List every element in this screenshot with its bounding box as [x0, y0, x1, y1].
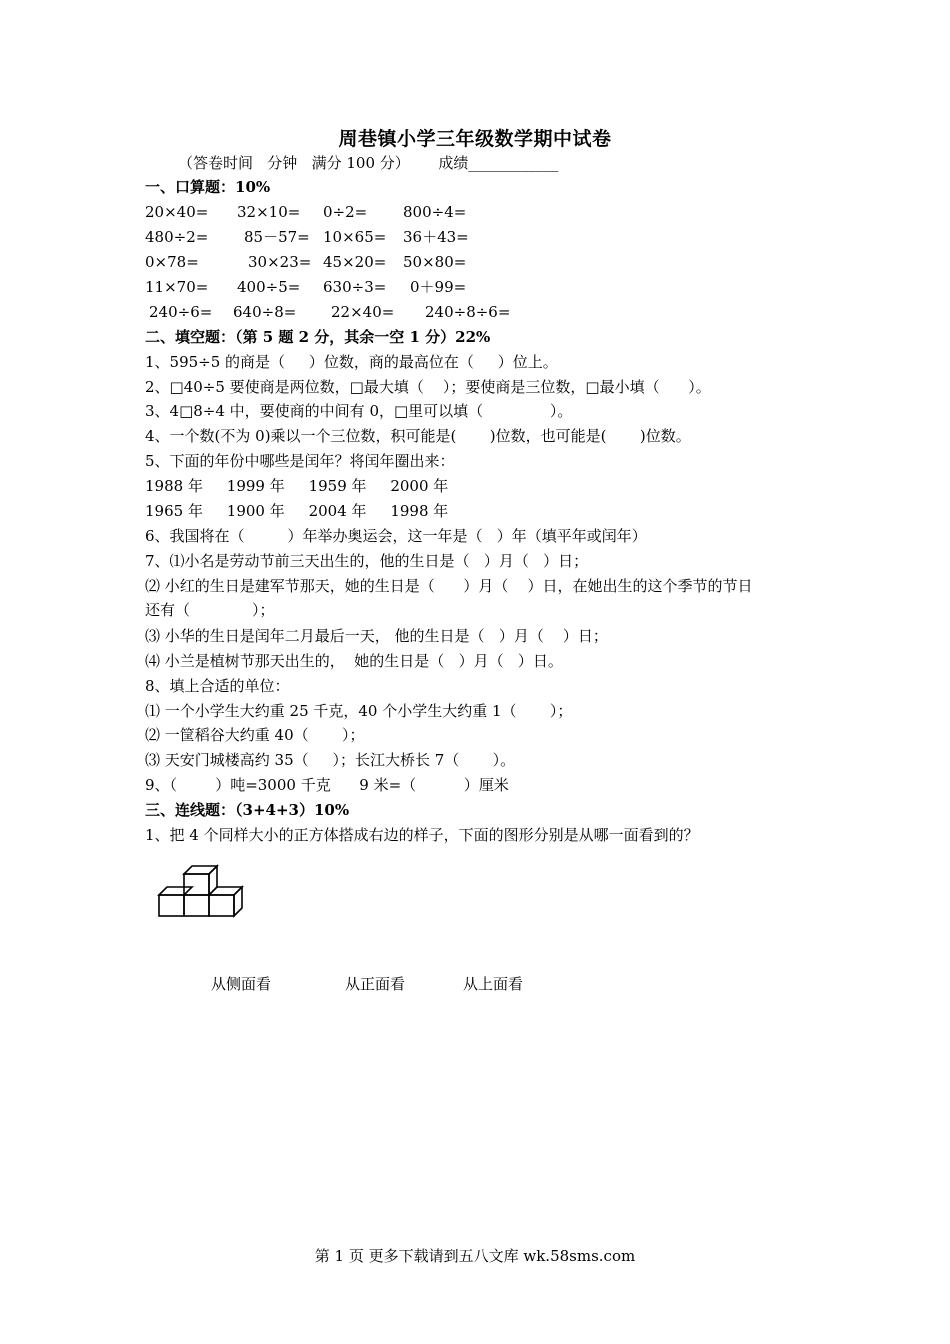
- calc-item: 630÷3=: [323, 278, 387, 296]
- year-list: 1988 年 1999 年 1959 年 2000 年: [145, 477, 449, 495]
- exam-info-line: （答卷时间 分钟 满分 100 分） 成绩____________: [178, 154, 559, 172]
- question-line: 还有（ ）；: [145, 601, 275, 619]
- cube-face: [159, 895, 184, 916]
- calc-item: 0÷2=: [323, 203, 368, 221]
- calc-item: 0×78=: [145, 253, 199, 271]
- view-label-front: 从正面看: [345, 975, 406, 993]
- question-line: ⑶ 小华的生日是闰年二月最后一天， 他的生日是（ ）月（ ）日；: [145, 627, 608, 645]
- calc-item: 30×23=: [248, 253, 312, 271]
- calc-item: 36＋43=: [403, 228, 469, 246]
- calc-item: 240÷8÷6=: [425, 303, 511, 321]
- cube-stack-figure: [155, 858, 245, 920]
- calc-item: 50×80=: [403, 253, 467, 271]
- view-label-top: 从上面看: [463, 975, 524, 993]
- question-line: 5、下面的年份中哪些是闰年？将闰年圈出来：: [145, 452, 455, 470]
- section2-heading: 二、填空题：（第 5 题 2 分，其余一空 1 分）22%: [145, 328, 491, 346]
- calc-item: 32×10=: [237, 203, 301, 221]
- calc-item: 400÷5=: [237, 278, 301, 296]
- view-label-side: 从侧面看: [211, 975, 272, 993]
- cube-face: [184, 895, 209, 916]
- section3-heading: 三、连线题：（3+4+3）10%: [145, 801, 350, 819]
- year-list: 1965 年 1900 年 2004 年 1998 年: [145, 502, 449, 520]
- calc-item: 10×65=: [323, 228, 387, 246]
- calc-item: 11×70=: [145, 278, 209, 296]
- question-line: 1、595÷5 的商是（ ）位数，商的最高位在（ ）位上。: [145, 353, 558, 371]
- question-line: ⑷ 小兰是植树节那天出生的， 她的生日是（ ）月（ ）日。: [145, 652, 563, 670]
- cube-face: [234, 887, 242, 916]
- question-line: ⑴ 一个小学生大约重 25 千克，40 个小学生大约重 1（ ）；: [145, 702, 573, 720]
- calc-item: 240÷6=: [149, 303, 213, 321]
- calc-item: 85－57=: [244, 228, 310, 246]
- calc-item: 0＋99=: [410, 278, 467, 296]
- cube-face: [209, 895, 234, 916]
- question-line: 6、我国将在（ ）年举办奥运会，这一年是（ ）年（填平年或闰年）: [145, 527, 647, 545]
- page-title: 周巷镇小学三年级数学期中试卷: [338, 128, 612, 150]
- calc-item: 800÷4=: [403, 203, 467, 221]
- question-line: ⑶ 天安门城楼高约 35（ ）；长江大桥长 7（ ）。: [145, 751, 516, 769]
- question-line: 7、⑴小名是劳动节前三天出生的，他的生日是（ ）月（ ）日；: [145, 552, 589, 570]
- calc-item: 20×40=: [145, 203, 209, 221]
- question-line: 1、把 4 个同样大小的正方体搭成右边的样子，下面的图形分别是从哪一面看到的？: [145, 826, 699, 844]
- calc-item: 480÷2=: [145, 228, 209, 246]
- question-line: 4、一个数(不为 0)乘以一个三位数，积可能是( )位数，也可能是( )位数。: [145, 427, 691, 445]
- cube-face: [159, 887, 192, 895]
- question-line: 2、□40÷5 要使商是两位数，□最大填（ ）；要使商是三位数，□最小填（ ）。: [145, 378, 711, 396]
- question-line: ⑵ 一筐稻谷大约重 40（ ）；: [145, 726, 365, 744]
- section1-heading: 一、口算题：10%: [145, 178, 271, 196]
- page-footer: 第 1 页 更多下载请到五八文库 wk.58sms.com: [314, 1247, 636, 1265]
- question-line: 9、（ ）吨=3000 千克 9 米=（ ）厘米: [145, 776, 509, 794]
- question-line: 3、4□8÷4 中，要使商的中间有 0，□里可以填（ ）。: [145, 402, 573, 420]
- question-line: ⑵ 小红的生日是建军节那天，她的生日是（ ）月（ ）日，在她出生的这个季节的节日: [145, 577, 753, 595]
- calc-item: 640÷8=: [233, 303, 297, 321]
- calc-item: 22×40=: [331, 303, 395, 321]
- question-line: 8、填上合适的单位：: [145, 677, 290, 695]
- calc-item: 45×20=: [323, 253, 387, 271]
